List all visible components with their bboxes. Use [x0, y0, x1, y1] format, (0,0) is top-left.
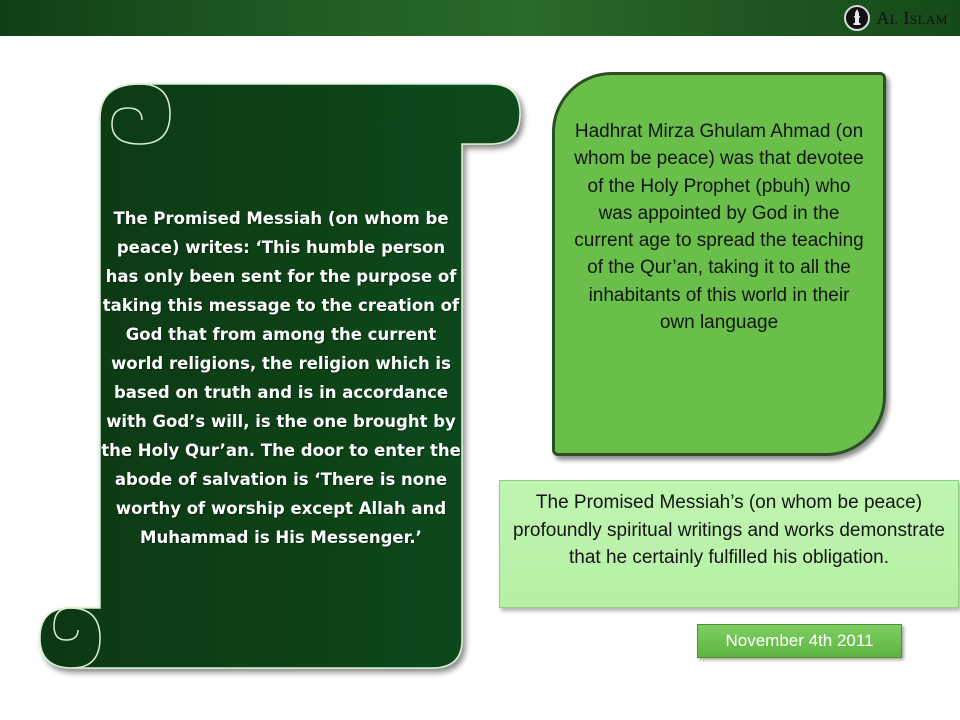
green-card-text: Hadhrat Mirza Ghulam Ahmad (on whom be peace) was that devotee of the Holy Prophet (pbuh) who was appointed by God in the current age to spread the teaching of the Qur’an, taking it to all the inhabitants of this world in their own language — [574, 121, 864, 334]
date-badge: November 4th 2011 — [697, 624, 902, 658]
summary-text: The Promised Messiah’s (on whom be peace) profoundly spiritual writings and works demonstrate that he certainly fulfilled his obligation. — [513, 492, 945, 568]
scroll-quote: The Promised Messiah (on whom be peace) writes: ‘This humble person has only been sent for the purpose of taking this message to the creation of God that from among the current world religions, the religion which is based on truth and is in accordance with God’s will, is the one brought by the Holy Qur’an. The door to enter the abode of salvation is ‘There is none worthy of worship except Allah and Muhammad is His Messenger.’ — [101, 209, 461, 547]
brand-name: Al Islam — [876, 7, 948, 28]
